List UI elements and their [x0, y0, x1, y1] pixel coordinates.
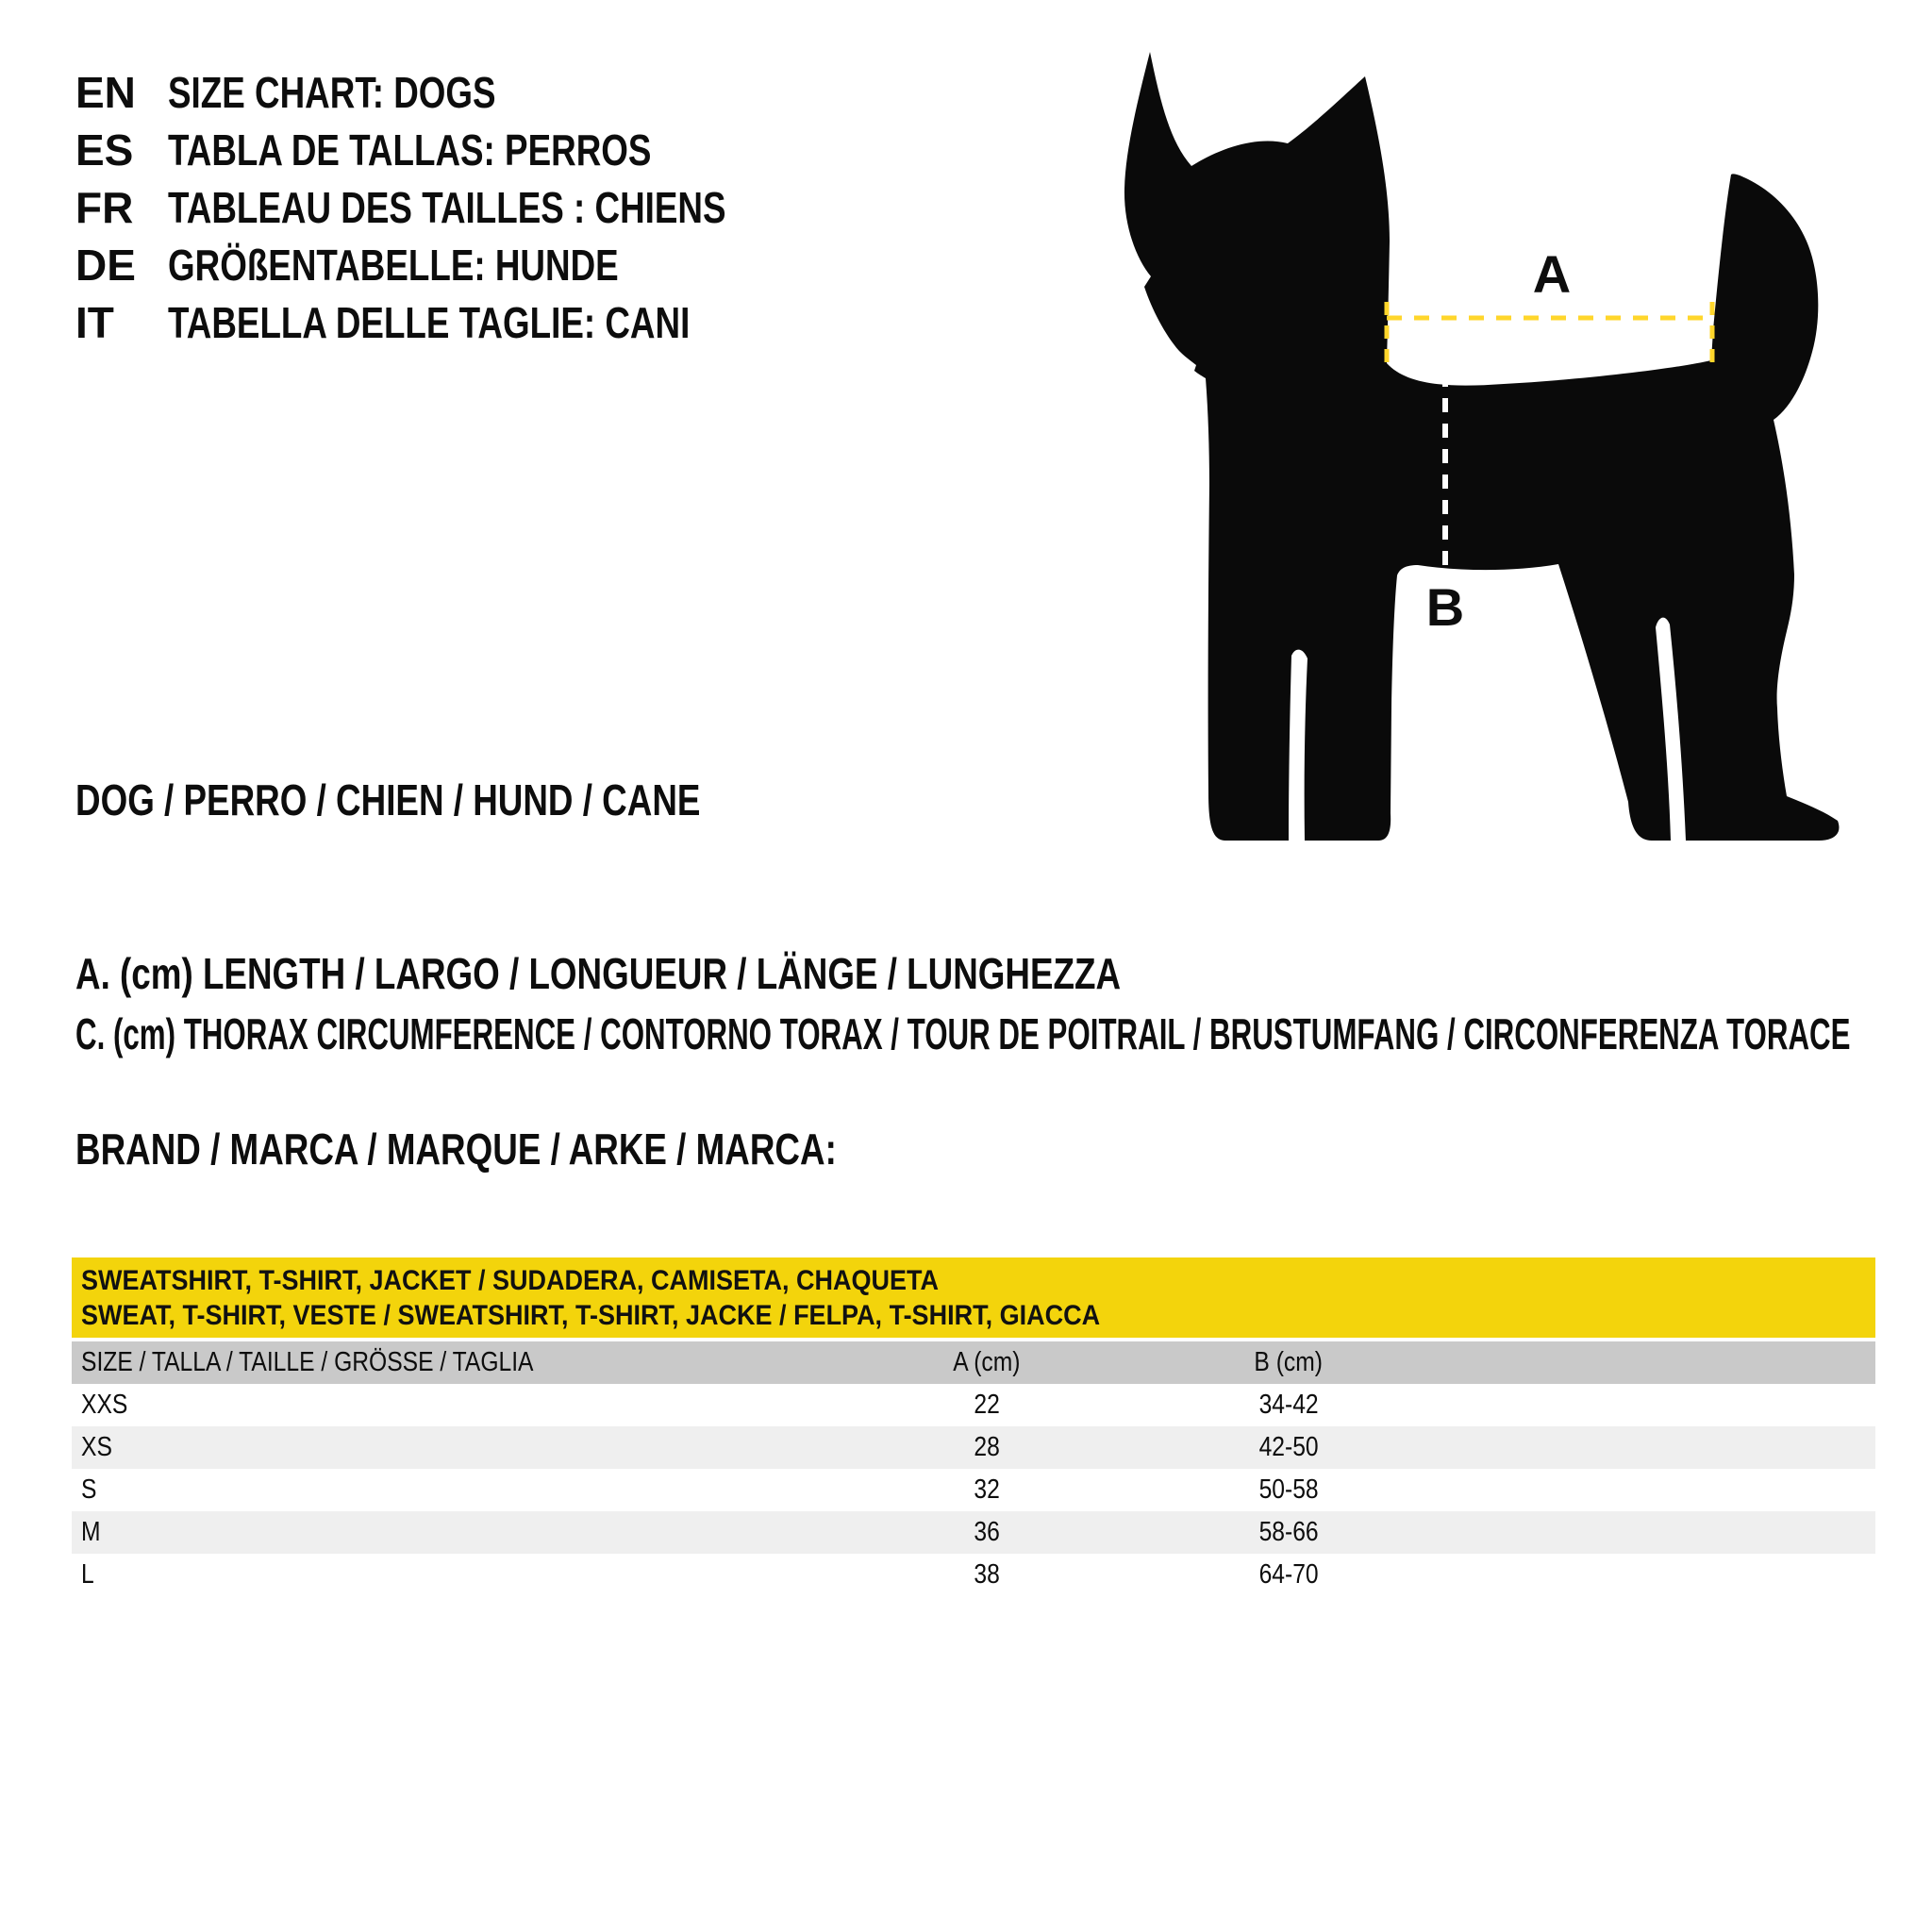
table-row-xxs: [72, 1384, 1875, 1426]
cell-b: [1147, 1432, 1430, 1463]
cell-b-text: 58-66: [1258, 1517, 1319, 1547]
cell-b-text: 42-50: [1258, 1432, 1319, 1462]
language-code: ES: [75, 125, 134, 175]
column-header-size-text: SIZE / TALLA / TAILLE / GRÖSSE / TAGLIA: [81, 1347, 534, 1377]
column-header-b-text: B (cm): [1254, 1347, 1324, 1377]
measure-a-label: A: [1532, 244, 1572, 304]
language-row-fr: [75, 178, 865, 236]
language-code: FR: [75, 182, 134, 232]
measure-note-a: [75, 945, 1382, 1002]
language-row-de: [75, 236, 865, 293]
table-row-s: [72, 1469, 1875, 1511]
language-title: TABLA DE TALLAS: PERROS: [168, 125, 652, 175]
cell-a-text: 28: [974, 1432, 1000, 1462]
language-title: GRÖßENTABELLE: HUNDE: [168, 240, 619, 290]
banner-line-2-text: SWEAT, T-SHIRT, VESTE / SWEATSHIRT, T-SHIRT, JACKE / FELPA, T-SHIRT, GIACCA: [81, 1299, 1101, 1331]
table-row-l: [72, 1554, 1875, 1596]
cell-a: [826, 1559, 1147, 1591]
table-header-row: [72, 1341, 1875, 1384]
cell-b-text: 34-42: [1258, 1390, 1319, 1420]
language-code: DE: [75, 240, 136, 290]
cell-a: [826, 1390, 1147, 1421]
cell-a: [826, 1517, 1147, 1548]
measure-note-c-text: C. (cm) THORAX CIRCUMFERENCE / CONTORNO TORAX / TOUR DE POITRAIL / BRUSTUMFANG / CIRCONFERENZA TORACE: [75, 1009, 1851, 1058]
cell-b-text: 64-70: [1258, 1559, 1319, 1590]
cell-a-text: 36: [974, 1517, 1000, 1547]
column-header-size: [72, 1347, 826, 1378]
language-row-en: [75, 63, 865, 121]
column-header-a-text: A (cm): [953, 1347, 1021, 1377]
dog-silhouette-icon: [1124, 52, 1840, 841]
cell-size: [72, 1432, 826, 1463]
cell-a-text: 38: [974, 1559, 1000, 1590]
cell-b-text: 50-58: [1258, 1474, 1319, 1505]
language-title: TABELLA DELLE TAGLIE: CANI: [168, 297, 691, 347]
cell-size-text: M: [81, 1517, 101, 1547]
measure-note-a-text: A. (cm) LENGTH / LARGO / LONGUEUR / LÄNGE / LUNGHEZZA: [75, 949, 1122, 998]
cell-b: [1147, 1474, 1430, 1506]
size-table: [72, 1257, 1875, 1596]
language-code: IT: [75, 297, 114, 347]
cell-a: [826, 1474, 1147, 1506]
dog-caption-text: DOG / PERRO / CHIEN / HUND / CANE: [75, 775, 701, 824]
cell-size: [72, 1559, 826, 1591]
cell-size-text: L: [81, 1559, 94, 1590]
language-row-es: [75, 121, 865, 178]
banner-line-1-text: SWEATSHIRT, T-SHIRT, JACKET / SUDADERA, CAMISETA, CHAQUETA: [81, 1264, 940, 1296]
cell-size-text: XS: [81, 1432, 112, 1462]
cell-b: [1147, 1517, 1430, 1548]
column-header-a: [826, 1347, 1147, 1378]
brand-line-text: BRAND / MARCA / MARQUE / ARKE / MARCA:: [75, 1124, 837, 1174]
cell-size: [72, 1390, 826, 1421]
dog-measurement-figure: [1118, 47, 1891, 849]
dog-caption: [75, 772, 857, 828]
cell-b: [1147, 1390, 1430, 1421]
language-list: [75, 63, 865, 351]
cell-size-text: S: [81, 1474, 97, 1505]
measure-note-c: [75, 1006, 1932, 1062]
table-banner: [72, 1257, 1875, 1338]
cell-a: [826, 1432, 1147, 1463]
cell-a-text: 32: [974, 1474, 1000, 1505]
table-row-m: [72, 1511, 1875, 1554]
measure-b-label: B: [1425, 577, 1465, 637]
cell-size: [72, 1474, 826, 1506]
banner-line-1: [81, 1263, 1875, 1298]
cell-size: [72, 1517, 826, 1548]
cell-a-text: 22: [974, 1390, 1000, 1420]
cell-size-text: XXS: [81, 1390, 128, 1420]
brand-line: [75, 1121, 1027, 1177]
language-title: SIZE CHART: DOGS: [168, 67, 496, 117]
language-code: EN: [75, 67, 136, 117]
banner-line-2: [81, 1298, 1875, 1333]
language-title: TABLEAU DES TAILLES : CHIENS: [168, 182, 726, 232]
language-row-it: [75, 293, 865, 351]
column-header-b: [1147, 1347, 1430, 1378]
cell-b: [1147, 1559, 1430, 1591]
table-row-xs: [72, 1426, 1875, 1469]
